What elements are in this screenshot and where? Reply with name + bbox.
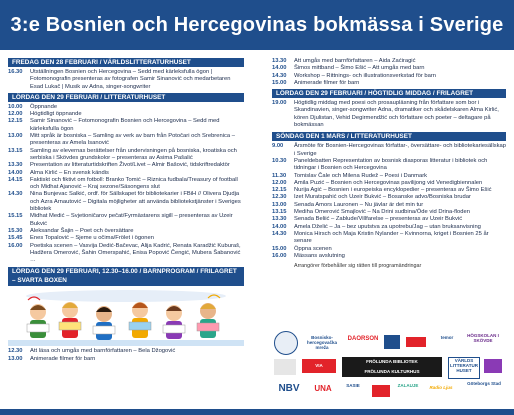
schedule-row [8,213,244,228]
red-emblem-logo [372,385,390,397]
schedule-time: 10.00 [8,103,23,110]
schedule-row [8,111,244,118]
section-band-friday: FREDAG DEN 28 FEBRUARI / VÄRLDSLITTERATURHUSET [8,58,244,67]
schedule-time: 14.30 [8,191,23,198]
schedule-row [272,246,506,253]
schedule-description: Amila Puzić – Bosnien och Hercegovinas pavilijong vid Venedigbiennalen [294,179,483,186]
schedule-row [8,170,244,177]
seal-logo [384,335,400,349]
nbv-logo: NBV [278,383,300,394]
schedule-time: 13.15 [8,147,23,154]
schedule-time: 15.00 [272,245,287,252]
schedule-description: Nurija Agić – Bosnien i europeiska encyklopedier – presenteras av Šimo Ešić [294,187,492,194]
schedule-time: 16.00 [8,242,23,249]
via-stockholm-logo: VIA STOCKHOLM [302,359,336,373]
mreza-logo: Bosnisko-hercegovačka mreža [306,335,338,350]
schedule-time: 15.15 [8,213,23,220]
schedule-time: 14.30 [272,230,287,237]
disclaimer-note: Arrangörer förbehåller sig rätten till programändringar [294,263,422,270]
schedule-row [272,158,506,173]
schedule-row [8,228,244,235]
schedule-description: Öppnande [30,103,58,110]
sasie-logo: SASIE [346,383,360,388]
schedule-description: Amela Dželić – Ja – bez uputstva za upotrebu/Jag – utan bruksanvisning [294,223,481,230]
zalauje-logo: ZALAUJE [397,383,419,388]
section-band-dinner: LÖRDAG DEN 29 FEBRUARI / HÖGTIDLIG MIDDAG / FRILAGRET [272,89,506,98]
schedule-time: 14.00 [8,169,23,176]
header-banner [0,0,514,50]
frolunda-kulturhus-label: FRÖLUNDA KULTURHUS [364,369,420,374]
schedule-time: 13.30 [8,162,23,169]
schedule-description: Mässans avslutning [294,252,345,259]
schedule-time: 10.30 [272,157,287,164]
schedule-time: 15.45 [8,235,23,242]
saturday-schedule [8,104,244,265]
schedule-description: Samir Sinanović – Fotomonografin Bosnien och Hercegovina – Sedd med kärleksfulla ögon [30,118,220,132]
schedule-description: Mediha Omerović Smajlović – Na Drini sudbina/Öde vid Drina-floden [294,209,470,216]
varldslitteraturhuset-logo: VÄRLDS LITTERATUR HUSET [448,357,480,379]
schedule-row [8,148,244,163]
emblem-logo [274,359,296,375]
schedule-row [8,235,244,242]
frolunda-logo [342,357,442,377]
schedule-description: Monica Hirsch och Maja Kristin Nylander – Kvinnorna, kriget i Bosnien 25 år senare [294,230,489,245]
schedule-time: 13.00 [8,355,23,362]
dinner-schedule [272,100,506,129]
schedule-time: 19.00 [272,100,287,107]
schedule-description: Animerade filmer för barn [294,79,360,86]
schedule-time: 16.30 [8,69,23,75]
schedule-time: 14.30 [272,72,287,79]
bottom-stripe [0,409,514,415]
schedule-description: Workshop – Rittnings- och illustrationsverkstad för barn [294,72,436,79]
schedule-description: Poetiska scenen – Vasvija Dedić-Bačevac, Alija Kadrić, Renata Karadžić Kuburaš, Hadžera Omerović, Šahin Omerspahić, Enisa Popović Čengić, Mubera Šabanović … [30,242,241,264]
sponsor-logos [272,327,506,407]
schedule-row [272,216,506,223]
schedule-time: 11.30 [272,172,287,179]
schedule-time: 16.00 [272,252,287,259]
goteborgs-stad-logo: Göteborgs Stad [467,381,501,386]
schedule-row [8,118,244,133]
schedule-row [272,65,506,72]
schedule-time: 13.30 [272,216,287,223]
schedule-description: Aleksandar Šajin – Poet och översättare [30,227,134,234]
sunday-schedule [272,143,506,260]
schedule-row [272,100,506,129]
schedule-description: Att läsa och umgås med barnförfattaren – Bela Džogović [30,348,176,355]
schedule-time: 13.00 [272,201,287,208]
schedule-row [272,231,506,246]
schedule-description: Alma Kirlić – En svensk kändis [30,169,109,176]
children-schedule-continued [272,58,506,87]
section-band-children: LÖRDAG DEN 29 FEBRUARI, 12.30–16.00 / BARNPROGRAM / FRILAGRET – SVARTA BOXEN [8,267,244,286]
schedule-description: Öppna scenen [294,245,332,252]
schedule-row [272,209,506,216]
schedule-row [272,202,506,209]
schedule-time: 12.15 [8,118,23,125]
schedule-row [272,143,506,158]
schedule-description: Mitt språk är bosniska – Samling av verk av barn från Potočari och Srebrenica – presenteras av Amela Isanović [30,133,235,147]
schedule-description: Šimos mittband – Šimo Ešić – Att umgås med barn [294,65,425,72]
schedule-row [272,80,506,87]
schedule-time: 15.30 [8,227,23,234]
page-title: 3:e Bosnien och Hercegovinas bokmässa i Sverige [10,14,504,36]
schedule-row [8,104,244,111]
schedule-row [8,191,244,213]
schedule-description: Senada Beliić – Zablude/Villfarelse – presenteras av Uzeir Bukvić [294,216,463,223]
schedule-description: Izet Muratspahić och Uzeir Bukvić – Bosanske advo/Bosniska brudar [294,194,471,201]
schedule-time: 12.00 [8,111,23,118]
schedule-row [8,348,244,355]
schedule-description: Årsmöte för Bosnien-Hercegovinas författar-, översättare- och bibliotekariesällskap i Sverige [294,143,507,157]
schedule-time: 12.30 [8,348,23,355]
left-column [8,58,244,363]
schedule-time: 12.30 [272,194,287,201]
schedule-time: 13.15 [272,209,287,216]
schedule-description: Presentation av litteraturtidskriften Život/Livet – Almir Bašović, tidskriftredaktör [30,162,230,169]
schedule-description: Nina Bunjevac Salkić, ordf. för Sällskapet för bibliotekarier i FBiH // Olivera Djudja och Azra Arnautović – Digitala möjligheter att använda bibliotekstjänster i Sveriges bibliotek [30,191,241,213]
schedule-row [272,173,506,180]
schedule-time: 14.00 [272,223,287,230]
schedule-time: 12.00 [272,179,287,186]
radio-logo: Radio Ljus [429,385,453,390]
schedule-description: Tomislav Čale och Milena Rudež – Poesi i Danmark [294,172,428,179]
schedule-row [8,356,244,363]
schedule-description: Animerade filmer för barn [30,355,96,362]
frolunda-bibliotek-label: FRÖLUNDA BIBLIOTEK [366,359,418,364]
schedule-description: Senada Amors Lauronen – Nu jävlar är det min tur [294,201,424,208]
kids-reading-illustration [8,288,244,346]
schedule-time: 14.15 [8,176,23,183]
flag-logo [406,337,426,347]
schedule-row [272,187,506,194]
schedule-row [8,177,244,192]
schedule-row [272,73,506,80]
friday-schedule [8,69,244,91]
schedule-time: 12.15 [272,187,287,194]
daorson-logo: DAORSON [347,336,379,342]
schedule-time: 15.00 [272,79,287,86]
una-logo: UNA [314,384,332,393]
schedule-description: Högtidligt öppnande [30,111,82,118]
temor-logo: temor [440,335,454,340]
schedule-description: Högtidlig middag med poesi och prosaupläsning från författare som bor i Skandinavien, singer-songwriter Adna, dramatiker och skådelskaren Alma Kirlić, kören Djulistan, Vehid Degirmendžić och författare och poeter – deltagare på bokmässan [294,100,499,129]
section-band-saturday: LÖRDAG DEN 29 FEBRUARI / LITTERATURHUSET [8,93,244,102]
schedule-row [272,224,506,231]
schedule-row [272,253,506,260]
schedule-row [8,162,244,169]
schedule-time: 13.00 [8,133,23,140]
schedule-description: Faktiskt och fiktivt om fotboll: Branko Tomić – Riznica fudbala/Treasury of football och Midhat Ajanović – Kraj sezone/Säsongens slut [30,176,238,191]
schedule-row [8,69,244,91]
schedule-time: 9.00 [272,143,284,150]
hogskolan-logo: HÖGSKOLAN I SKÖVDE [467,333,499,343]
right-column [272,58,506,274]
schedule-description: Utställningen Bosnien och Hercegovina – Sedd med kärleksfulla ögon | Fotomonografin presenteras av fotografen Samir Sinanović och medarbetaren Esad Lukač | Musik av Adna, singer-songwriter [30,69,231,90]
schedule-description: Paneldebatten Representation av bosnisk diasporas litteratur i bibliotek och tidningar i Bosnien och Hercegovina [294,157,488,172]
schedule-row [272,194,506,201]
purple-logo [484,359,502,373]
children-illustration [8,288,244,346]
schedule-row [8,243,244,265]
schedule-time: 14.00 [272,65,287,72]
schedule-description: Midhat Medić – Svjetioničarov pečat/Fyrmästarens sigill – presenteras av Uzeir Bukvić [30,213,233,227]
schedule-row [8,133,244,148]
schedule-description: Att umgås med barnförfattaren – Aida Zaćiragić [294,58,416,64]
schedule-description: Enes Topalović – Sjeme u očima/Frölet i ögonen [30,235,154,242]
schedule-time: 13.30 [272,58,287,64]
schedule-description: Samling av elevernas berättelser från undervisningen på bosniska, kroatiska och serbiska i Skövdes grundskolor – presenteras av Asima Pašalić [30,147,237,161]
section-band-sunday: SÖNDAG DEN 1 MARS / LITTERATURHUSET [272,132,506,141]
children-schedule [8,348,244,363]
association-seal-logo [274,331,298,355]
